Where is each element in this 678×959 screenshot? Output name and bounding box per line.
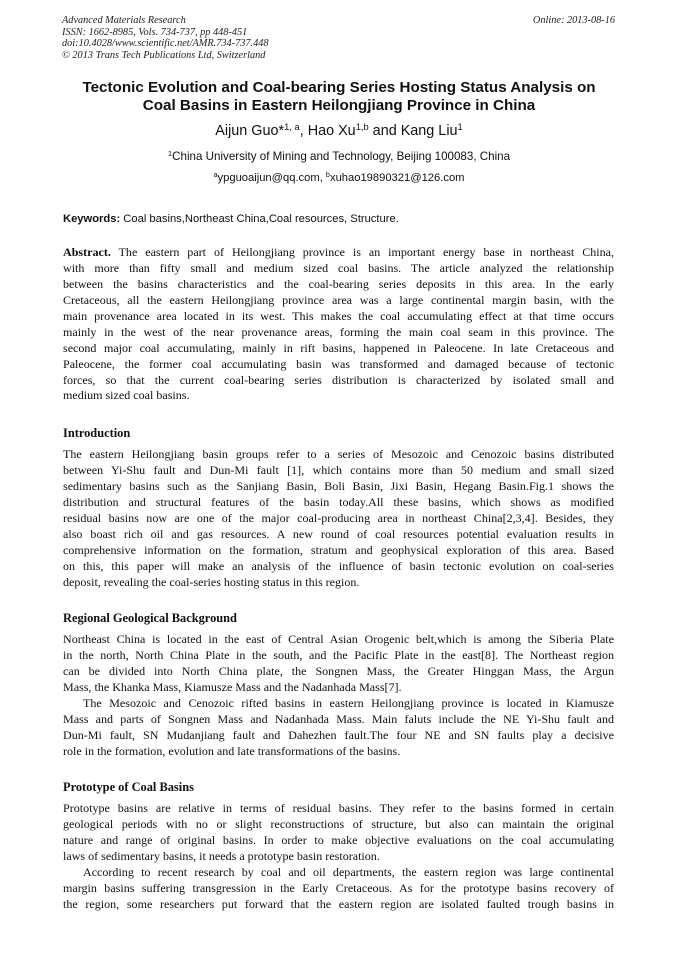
text-line: medium sized coal basins.: [63, 388, 190, 403]
text-line: The Mesozoic and Cenozoic rifted basins in eastern Heilongjiang province is located in Kiamusze: [83, 695, 614, 710]
text-line: residual basins now are one of the major coal-producing area in northeast China[2,3,4]. Besides, they: [63, 510, 614, 525]
email-link[interactable]: ypguoaijun@qq.com,: [217, 172, 326, 184]
issn-line: ISSN: 1662-8985, Vols. 734-737, pp 448-451: [62, 26, 248, 38]
author-list: [0, 123, 678, 139]
author-name: Aijun Guo*: [215, 123, 285, 139]
text-line: main provenance area located in its west. This makes the coal accumulating effect at that time occurs: [63, 308, 614, 323]
text-line: the region, some researchers put forward that the eastern region are isolated faulted trough basins in: [63, 896, 614, 911]
text-line: The eastern Heilongjiang basin groups refer to a series of Mesozoic and Cenozoic basins distributed: [63, 447, 614, 461]
author-name: Hao Xu: [307, 123, 356, 139]
paper-title: [40, 79, 638, 115]
text-line: between the basins characteristics and the coal-bearing series deposits in this area. In the early: [63, 276, 614, 291]
text-line: nature and range of original basins. In order to make objective evaluations on the coal accumulating: [63, 832, 614, 847]
text-line: margin basins suffering transgression in the Early Cretaceous. As for the prototype basins recovery of: [63, 880, 614, 895]
text-line: Mass, the Khanka Mass, Kiamusze Mass and the Nadanhada Mass[7].: [63, 679, 402, 694]
author-separator: ,: [299, 123, 308, 139]
text-line: Prototype basins are relative in terms of residual basins. They refer to the basins formed in certain: [63, 801, 614, 815]
text-line: second major coal accumulating, mainly in rift basins, happened in Paleocene. In late Cretaceous and: [63, 340, 614, 355]
text-line: forces, so that the current coal-bearing series distribution is characterized by isolated small and: [63, 372, 614, 387]
text-line: mainly in the west of the near provenance areas, forming the main coal seam in this province. The: [63, 324, 614, 339]
keywords-label: Keywords:: [63, 213, 121, 225]
section-heading-introduction: Introduction: [63, 426, 131, 440]
text-line: deposit, revealing the coal-series hosting status in this region.: [63, 574, 360, 589]
author-affil-mark: 1, a: [284, 122, 300, 133]
text-line: also boast rich oil and gas resources. A new round of coal resources potential evaluation results in: [63, 526, 614, 541]
title-line-1: Tectonic Evolution and Coal-bearing Series Hosting Status Analysis on: [82, 79, 596, 96]
section-heading-regional-background: Regional Geological Background: [63, 611, 237, 625]
title-line-2: Coal Basins in Eastern Heilongjiang Province in China: [142, 97, 536, 114]
email-mark: b: [325, 170, 330, 180]
text-line: distribution and structural features of the basin today.All these basins, which shows as modified: [63, 494, 614, 509]
text-line: in the north, North China Plate in the south, and the Pacific Plate in the east[8]. The Northeast region: [63, 647, 614, 662]
copyright-line: © 2013 Trans Tech Publications Ltd, Switzerland: [62, 49, 266, 61]
prototype-body: [63, 801, 614, 913]
text-line: on this, this paper will make an analysis of the influence of basin tectonic evolution on coal-series: [63, 558, 614, 573]
text-line: Dun-Mi fault, SN Mudanjiang fault and Dahezhen fault.The four NE and SN faults play a decisive: [63, 727, 614, 742]
text-line: between Yi-Shu fault and Dun-Mi fault [1], which contains more than 50 medium and small sized: [63, 462, 614, 477]
regional-background-body: [63, 632, 614, 760]
text-line: can be divided into North China plate, the Songnen Mass, the Greater Hinggan Mass, the Argun: [63, 663, 614, 678]
affiliation-mark: 1: [167, 149, 173, 159]
author-affil-mark: 1: [457, 122, 463, 133]
keywords: [63, 213, 399, 225]
text-line: comprehensive information on the formation, stratum and geophysical exploration of this area. Based: [63, 542, 614, 557]
text-line: Northeast China is located in the east of Central Asian Orogenic belt,which is among the Siberia Plate: [63, 632, 614, 646]
introduction-body: [63, 447, 614, 590]
text-line: geological periods with no or slight reconstructions of structure, but also can maintain the original: [63, 816, 614, 831]
abstract-label: Abstract.: [63, 245, 111, 259]
affiliation-text: China University of Mining and Technology, Beijing 100083, China: [172, 150, 511, 163]
text-line: with more than fifty small and medium sized coal basins. The article analyzed the relationship: [63, 260, 614, 275]
author-name: Kang Liu: [400, 123, 458, 139]
text-line: laws of sedimentary basins, it needs a prototype basin restoration.: [63, 848, 380, 863]
text-line: sedimentary basins such as the Sanjiang Basin, Boli Basin, Jixi Basin, Hegang Basin.Fig.1 shows the: [63, 478, 614, 493]
email-link[interactable]: xuhao19890321@126.com: [329, 172, 465, 184]
text-line: Abstract. The eastern part of Heilongjiang province is an important energy base in northeast China,: [63, 245, 614, 259]
text-line: Paleocene, the former coal accumulating basin was transformed and damaged because of tectonic: [63, 356, 614, 371]
text-line: Mass and parts of Songnen Mass and Nadanhada Mass. Main faluts include the NE Yi-Shu fault and: [63, 711, 614, 726]
text-line: Cretaceous, all the eastern Heilongjiang province area was a large continental margin basin, with the: [63, 292, 614, 307]
abstract: [63, 245, 614, 404]
author-separator: and: [368, 123, 401, 139]
keywords-text: Coal basins,Northeast China,Coal resources, Structure.: [120, 213, 399, 225]
section-heading-prototype: Prototype of Coal Basins: [63, 780, 194, 794]
journal-name: Advanced Materials Research: [62, 15, 186, 26]
text-line: According to recent research by coal and oil departments, the eastern region was large continental: [83, 864, 614, 879]
doi-line[interactable]: doi:10.4028/www.scientific.net/AMR.734-737.448: [62, 38, 269, 50]
affiliation: [0, 150, 678, 163]
author-affil-mark: 1,b: [355, 122, 369, 133]
author-emails: [0, 172, 678, 184]
journal-header: [62, 15, 269, 61]
online-date: Online: 2013-08-16: [532, 15, 615, 26]
email-mark: a: [213, 170, 218, 180]
text-line: role in the formation, evolution and late transformations of the basins.: [63, 743, 401, 758]
